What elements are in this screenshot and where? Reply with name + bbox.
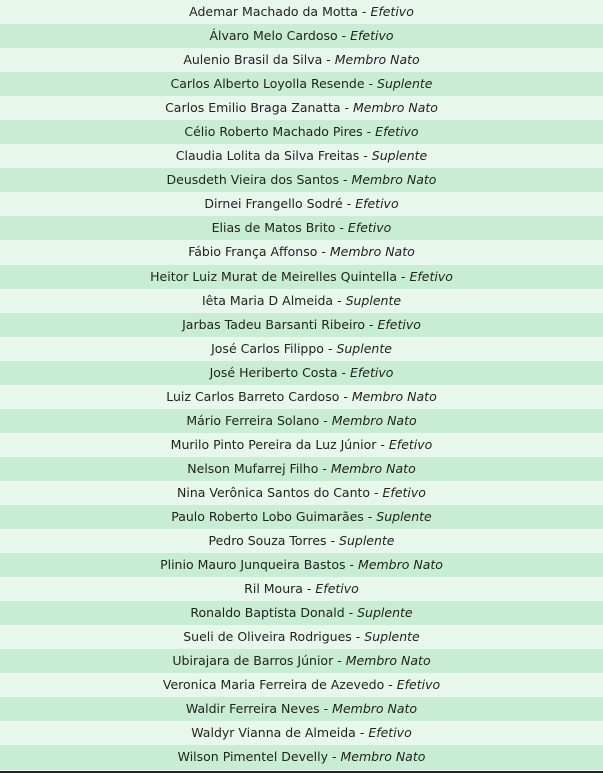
member-role: Suplente — [364, 629, 420, 645]
list-item — [0, 48, 603, 72]
member-role: Membro Nato — [329, 244, 415, 260]
separator: - — [339, 172, 352, 188]
list-item — [0, 120, 603, 144]
list-item — [0, 745, 603, 769]
member-name: José Heriberto Costa — [209, 364, 338, 380]
list-item — [0, 0, 603, 24]
member-name: Mário Ferreira Solano — [186, 412, 320, 428]
list-item — [0, 361, 603, 385]
separator: - — [328, 749, 341, 765]
member-role: Efetivo — [370, 4, 414, 19]
separator: - — [359, 148, 372, 164]
member-role: Membro Nato — [331, 412, 417, 428]
member-role: Efetivo — [350, 364, 394, 380]
member-role: Suplente — [371, 148, 428, 164]
member-role: Efetivo — [409, 268, 453, 284]
member-name: Ademar Machado da Motta — [189, 4, 358, 19]
separator: - — [335, 220, 348, 236]
member-role: Efetivo — [347, 220, 392, 236]
member-name: Murilo Pinto Pereira da Luz Júnior — [170, 436, 377, 452]
separator: - — [344, 605, 358, 621]
list-item — [0, 289, 603, 313]
list-item — [0, 601, 603, 625]
member-role: Membro Nato — [345, 653, 431, 669]
member-name: Plinio Mauro Junqueira Bastos — [160, 557, 346, 573]
list-item — [0, 265, 603, 289]
separator: - — [370, 484, 383, 500]
separator: - — [339, 388, 352, 404]
separator: - — [345, 557, 359, 573]
separator: - — [333, 653, 346, 669]
list-item — [0, 505, 603, 529]
separator: - — [396, 268, 410, 284]
member-name: Carlos Alberto Loyolla Resende — [170, 76, 365, 92]
member-role: Efetivo — [355, 196, 399, 212]
member-name: Ril Moura — [244, 581, 303, 597]
separator: - — [357, 4, 371, 19]
member-role: Efetivo — [375, 124, 419, 140]
separator: - — [351, 629, 365, 645]
list-item — [0, 216, 603, 240]
member-name: Wilson Pimentel Develly — [177, 749, 329, 765]
member-name: Dirnei Frangello Sodré — [204, 196, 343, 212]
member-name: Iêta Maria D Almeida — [201, 292, 334, 308]
member-role: Efetivo — [350, 28, 394, 44]
list-item — [0, 721, 603, 745]
member-role: Efetivo — [377, 316, 421, 332]
member-role: Membro Nato — [330, 460, 416, 476]
member-name: Aulenio Brasil da Silva — [183, 52, 323, 68]
member-role: Membro Nato — [353, 100, 438, 116]
member-name: Sueli de Oliveira Rodrigues — [183, 629, 352, 645]
member-name: Nelson Mufarrej Filho — [187, 460, 319, 476]
member-name: Paulo Roberto Lobo Guimarães — [171, 508, 364, 524]
member-name: Fábio França Affonso — [188, 244, 318, 260]
member-role: Suplente — [376, 508, 432, 524]
list-item — [0, 673, 603, 697]
separator: - — [318, 460, 331, 476]
member-name: Claudia Lolita da Silva Freitas — [175, 148, 360, 164]
member-name: Waldyr Vianna de Almeida — [191, 725, 356, 741]
separator: - — [333, 292, 346, 308]
separator: - — [317, 244, 330, 260]
member-name: Luiz Carlos Barreto Cardoso — [166, 388, 340, 404]
list-item — [0, 433, 603, 457]
list-item — [0, 697, 603, 721]
separator: - — [364, 76, 378, 92]
separator: - — [337, 364, 350, 380]
member-role: Suplente — [377, 76, 433, 92]
member-role: Suplente — [339, 533, 395, 549]
list-item — [0, 577, 603, 601]
member-role: Efetivo — [388, 436, 433, 452]
member-name: Álvaro Melo Cardoso — [209, 28, 338, 44]
member-name: Ubirajara de Barros Júnior — [172, 653, 334, 669]
separator: - — [342, 196, 356, 212]
member-name: Veronica Maria Ferreira de Azevedo — [162, 677, 385, 693]
member-name: Carlos Emilio Braga Zanatta — [165, 100, 341, 116]
separator: - — [319, 701, 333, 717]
list-item — [0, 337, 603, 361]
member-name: Pedro Souza Torres — [208, 533, 327, 549]
list-item — [0, 625, 603, 649]
separator: - — [384, 677, 397, 693]
member-role: Membro Nato — [332, 701, 418, 717]
member-role: Suplente — [336, 340, 392, 356]
member-role: Suplente — [345, 292, 402, 308]
member-role: Suplente — [357, 605, 413, 621]
list-item — [0, 457, 603, 481]
separator: - — [323, 340, 337, 356]
member-name: Célio Roberto Machado Pires — [184, 124, 363, 140]
member-name: José Carlos Filippo — [211, 340, 324, 356]
list-item — [0, 72, 603, 96]
list-item — [0, 24, 603, 48]
member-name: Nina Verônica Santos do Canto — [177, 484, 371, 500]
member-role: Membro Nato — [351, 172, 437, 188]
member-role: Efetivo — [315, 581, 359, 597]
separator: - — [337, 28, 351, 44]
list-item — [0, 649, 603, 673]
member-role: Efetivo — [368, 725, 412, 741]
separator: - — [363, 508, 377, 524]
member-role: Membro Nato — [334, 52, 420, 68]
list-item — [0, 409, 603, 433]
separator: - — [365, 316, 378, 332]
list-item — [0, 313, 603, 337]
list-item — [0, 168, 603, 192]
member-role: Efetivo — [382, 484, 426, 500]
list-item — [0, 144, 603, 168]
member-name: Ronaldo Baptista Donald — [190, 605, 345, 621]
member-name: Deusdeth Vieira dos Santos — [166, 172, 340, 188]
member-name: Heitor Luiz Murat de Meirelles Quintella — [150, 268, 397, 284]
member-name: Waldir Ferreira Neves — [185, 701, 320, 717]
member-role: Membro Nato — [340, 749, 426, 765]
separator: - — [326, 533, 340, 549]
separator: - — [355, 725, 369, 741]
list-item — [0, 240, 603, 264]
list-item — [0, 96, 603, 120]
list-item — [0, 529, 603, 553]
list-item — [0, 553, 603, 577]
separator: - — [322, 52, 335, 68]
member-name: Jarbas Tadeu Barsanti Ribeiro — [182, 316, 365, 332]
list-item — [0, 481, 603, 505]
member-role: Membro Nato — [351, 388, 437, 404]
list-item — [0, 192, 603, 216]
member-role: Efetivo — [396, 677, 441, 693]
separator: - — [376, 436, 389, 452]
separator: - — [302, 581, 316, 597]
separator: - — [362, 124, 376, 140]
member-name: Elias de Matos Brito — [211, 220, 336, 236]
separator: - — [319, 412, 332, 428]
list-item — [0, 385, 603, 409]
separator: - — [340, 100, 354, 116]
member-role: Membro Nato — [358, 557, 443, 573]
